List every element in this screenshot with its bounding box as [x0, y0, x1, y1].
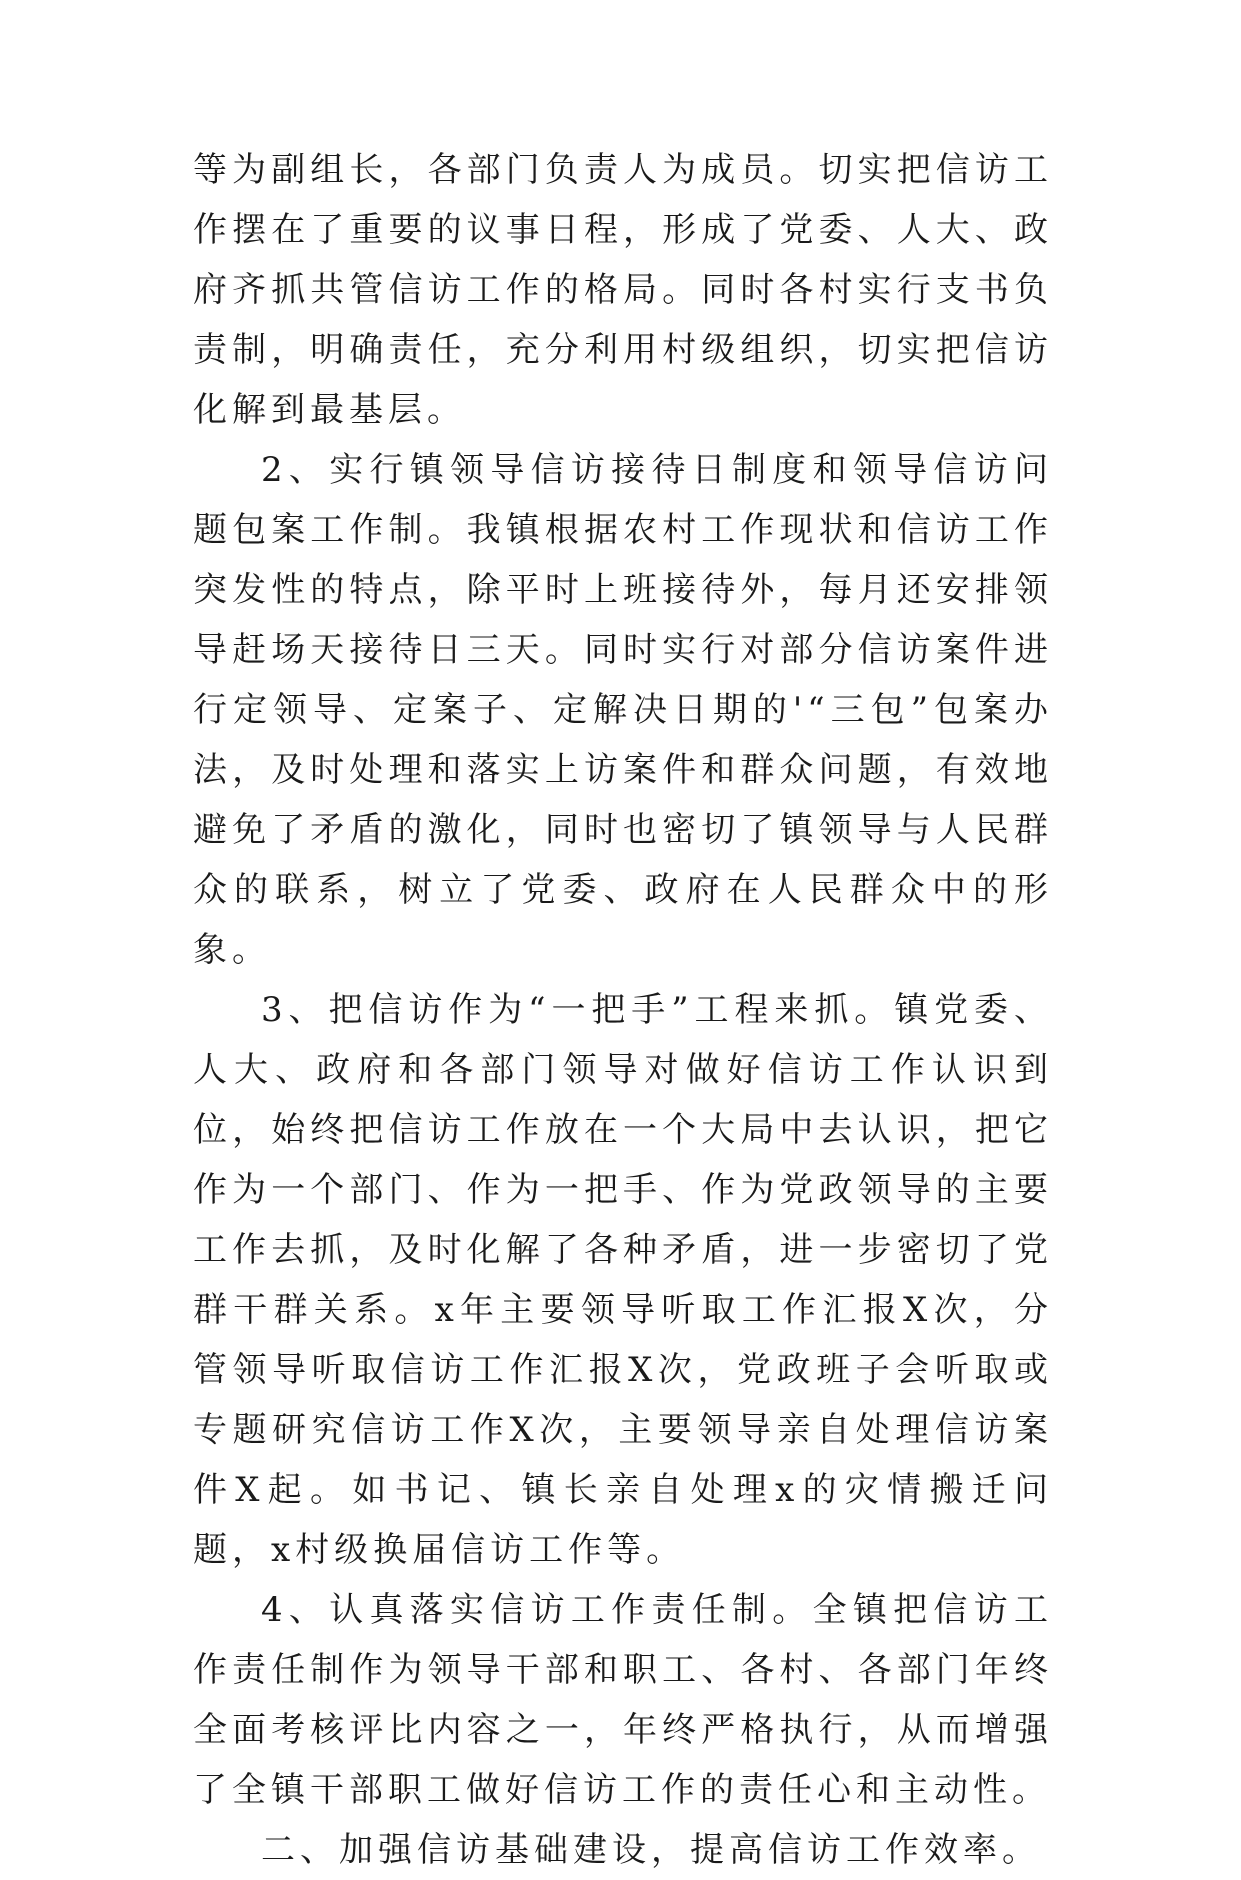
- paragraph-item-3: 3、把信访作为“一把手”工程来抓。镇党委、人大、政府和各部门领导对做好信访工作认识到位，始终把信访工作放在一个大局中去认识，把它作为一个部门、作为一把手、作为党政领导的主要工作去抓，及时化解了各种矛盾，进一步密切了党群干群关系。x年主要领导听取工作汇报X次，分管领导听取信访工作汇报X次，党政班子会听取或专题研究信访工作X次，主要领导亲自处理信访案件X起。如书记、镇长亲自处理x的灾情搬迁问题，x村级换届信访工作等。: [193, 990, 1053, 1570]
- paragraph-item-4: 4、认真落实信访工作责任制。全镇把信访工作责任制作为领导干部和职工、各村、各部门年终全面考核评比内容之一，年终严格执行，从而增强了全镇干部职工做好信访工作的责任心和主动性。: [193, 1590, 1053, 1810]
- document-body: [193, 140, 1053, 1880]
- paragraph-continuation: 等为副组长，各部门负责人为成员。切实把信访工作摆在了重要的议事日程，形成了党委、人大、政府齐抓共管信访工作的格局。同时各村实行支书负责制，明确责任，充分利用村级组织，切实把信访化解到最基层。: [193, 150, 1053, 430]
- section-heading-2: 二、加强信访基础建设，提高信访工作效率。: [261, 1830, 1041, 1870]
- paragraph-item-2: 2、实行镇领导信访接待日制度和领导信访问题包案工作制。我镇根据农村工作现状和信访工作突发性的特点，除平时上班接待外，每月还安排领导赶场天接待日三天。同时实行对部分信访案件进行定领导、定案子、定解决日期的'“三包”包案办法，及时处理和落实上访案件和群众问题，有效地避免了矛盾的激化，同时也密切了镇领导与人民群众的联系，树立了党委、政府在人民群众中的形象。: [193, 450, 1053, 970]
